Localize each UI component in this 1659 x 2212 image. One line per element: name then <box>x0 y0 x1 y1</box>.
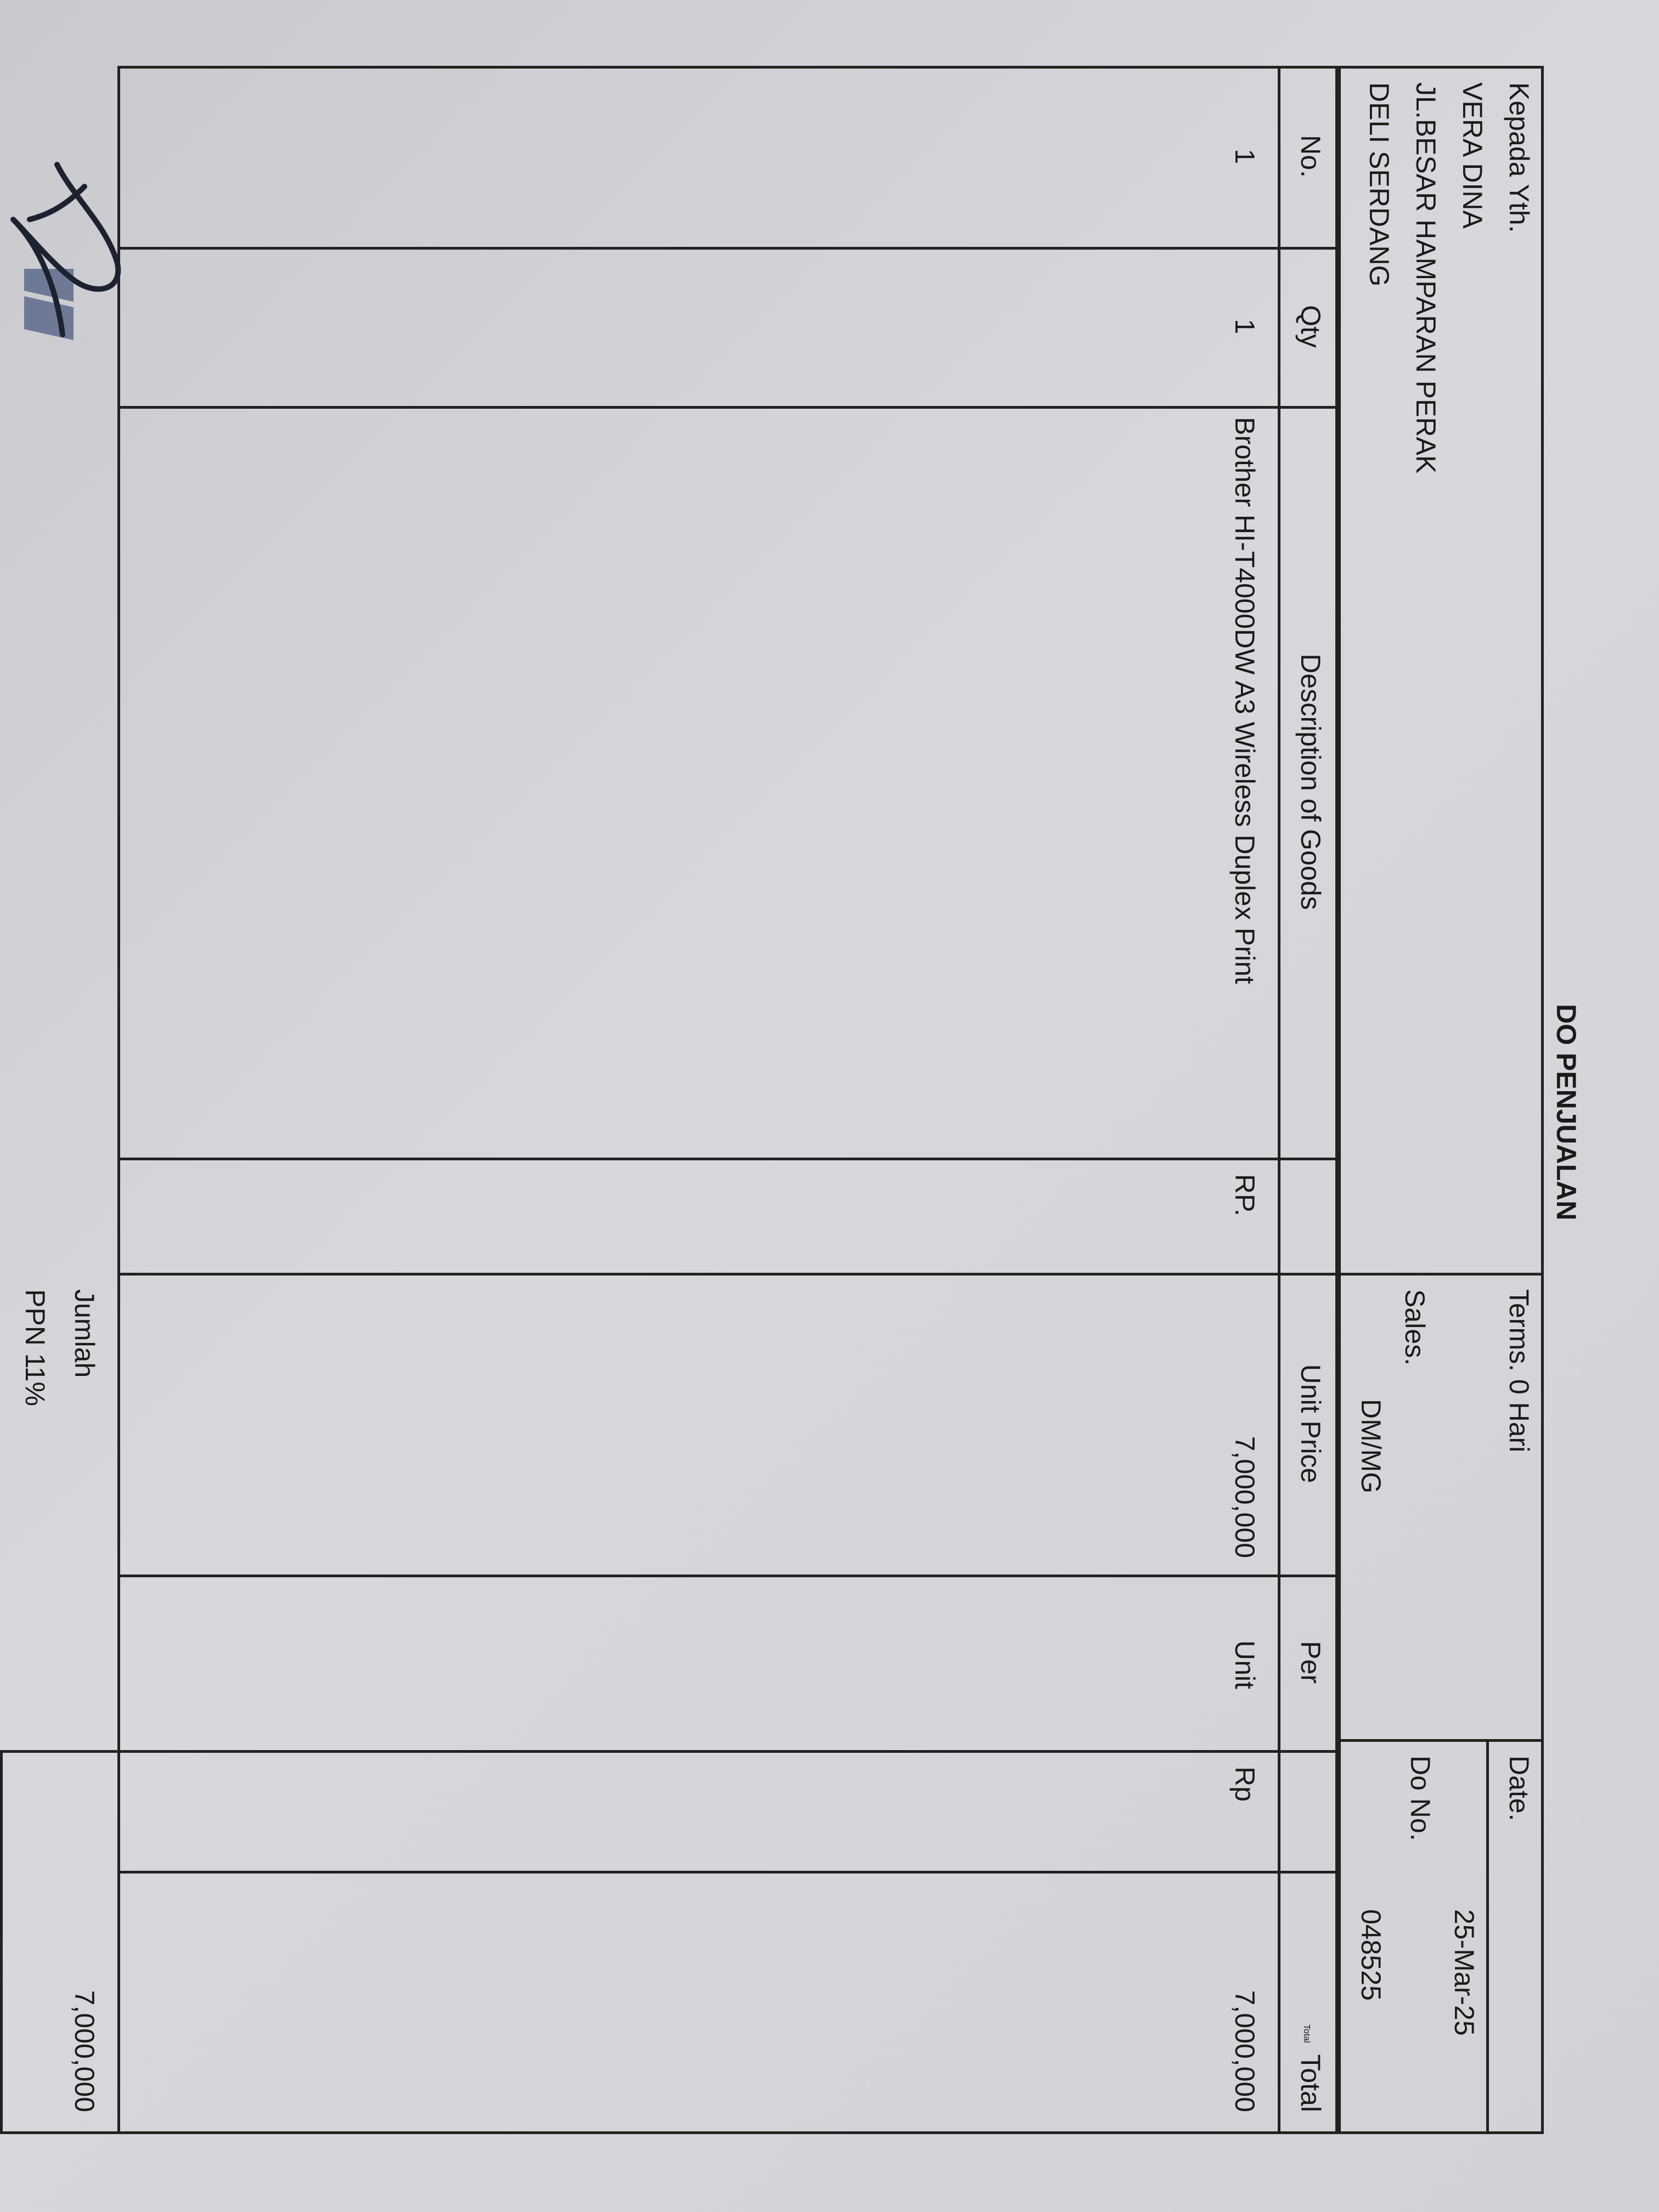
sales-label: Sales. <box>1400 1289 1430 1365</box>
row-total-currency: Rp <box>1229 1767 1260 1802</box>
col-divider-desc <box>117 1158 1341 1160</box>
header-divider-2 <box>1335 1739 1544 1742</box>
header-right-divider <box>1486 1739 1489 2134</box>
row-qty: 1 <box>1229 319 1260 334</box>
row-per: Unit <box>1229 1640 1260 1689</box>
recipient-city: DELI SERDANG <box>1364 82 1395 287</box>
row-unit-price: 7,000,000 <box>1229 1436 1260 1558</box>
do-number-value: 048525 <box>1356 1909 1386 2001</box>
header-description: Description of Goods <box>1295 653 1326 910</box>
row-currency: RP. <box>1229 1174 1260 1216</box>
handwritten-signature <box>8 154 139 351</box>
recipient-name: VERA DINA <box>1457 82 1488 229</box>
recipient-address: JL.BESAR HAMPARAN PERAK <box>1410 82 1441 474</box>
ppn-label: PPN 11% <box>20 1289 50 1407</box>
date-label: Date. <box>1504 1756 1534 1821</box>
header-no: No. <box>1295 135 1326 178</box>
col-divider-per <box>117 1750 1341 1753</box>
sales-value: DM/MG <box>1356 1399 1386 1494</box>
col-divider-currency <box>117 1273 1341 1276</box>
recipient-label: Kepada Yth. <box>1504 82 1534 233</box>
summary-box <box>0 1750 123 2134</box>
items-table <box>117 66 1341 2134</box>
row-no: 1 <box>1229 149 1260 164</box>
jumlah-value: 7,000,000 <box>69 1990 100 2112</box>
header-per: Per <box>1295 1641 1326 1684</box>
header-qty: Qty <box>1295 305 1326 348</box>
col-divider-qty <box>117 406 1341 409</box>
do-number-label: Do No. <box>1405 1756 1436 1841</box>
document-title: DO PENJUALAN <box>1551 1004 1582 1221</box>
jumlah-label: Jumlah <box>69 1289 100 1378</box>
table-header-line <box>1278 66 1280 2134</box>
terms-text: Terms. 0 Hari <box>1504 1289 1534 1453</box>
col-divider-no <box>117 247 1341 250</box>
header-unit-price: Unit Price <box>1295 1364 1326 1483</box>
col-divider-total-currency <box>117 1871 1341 1874</box>
row-total: 7,000,000 <box>1229 1990 1260 2112</box>
date-value: 25-Mar-25 <box>1449 1909 1480 2036</box>
col-divider-price <box>117 1575 1341 1577</box>
row-description: Brother HI-T4000DW A3 Wireless Duplex Print <box>1229 417 1260 984</box>
header-total: Total <box>1295 2054 1326 2112</box>
total-label: Total <box>1302 2024 1311 2043</box>
header-divider-1 <box>1335 1273 1544 1276</box>
